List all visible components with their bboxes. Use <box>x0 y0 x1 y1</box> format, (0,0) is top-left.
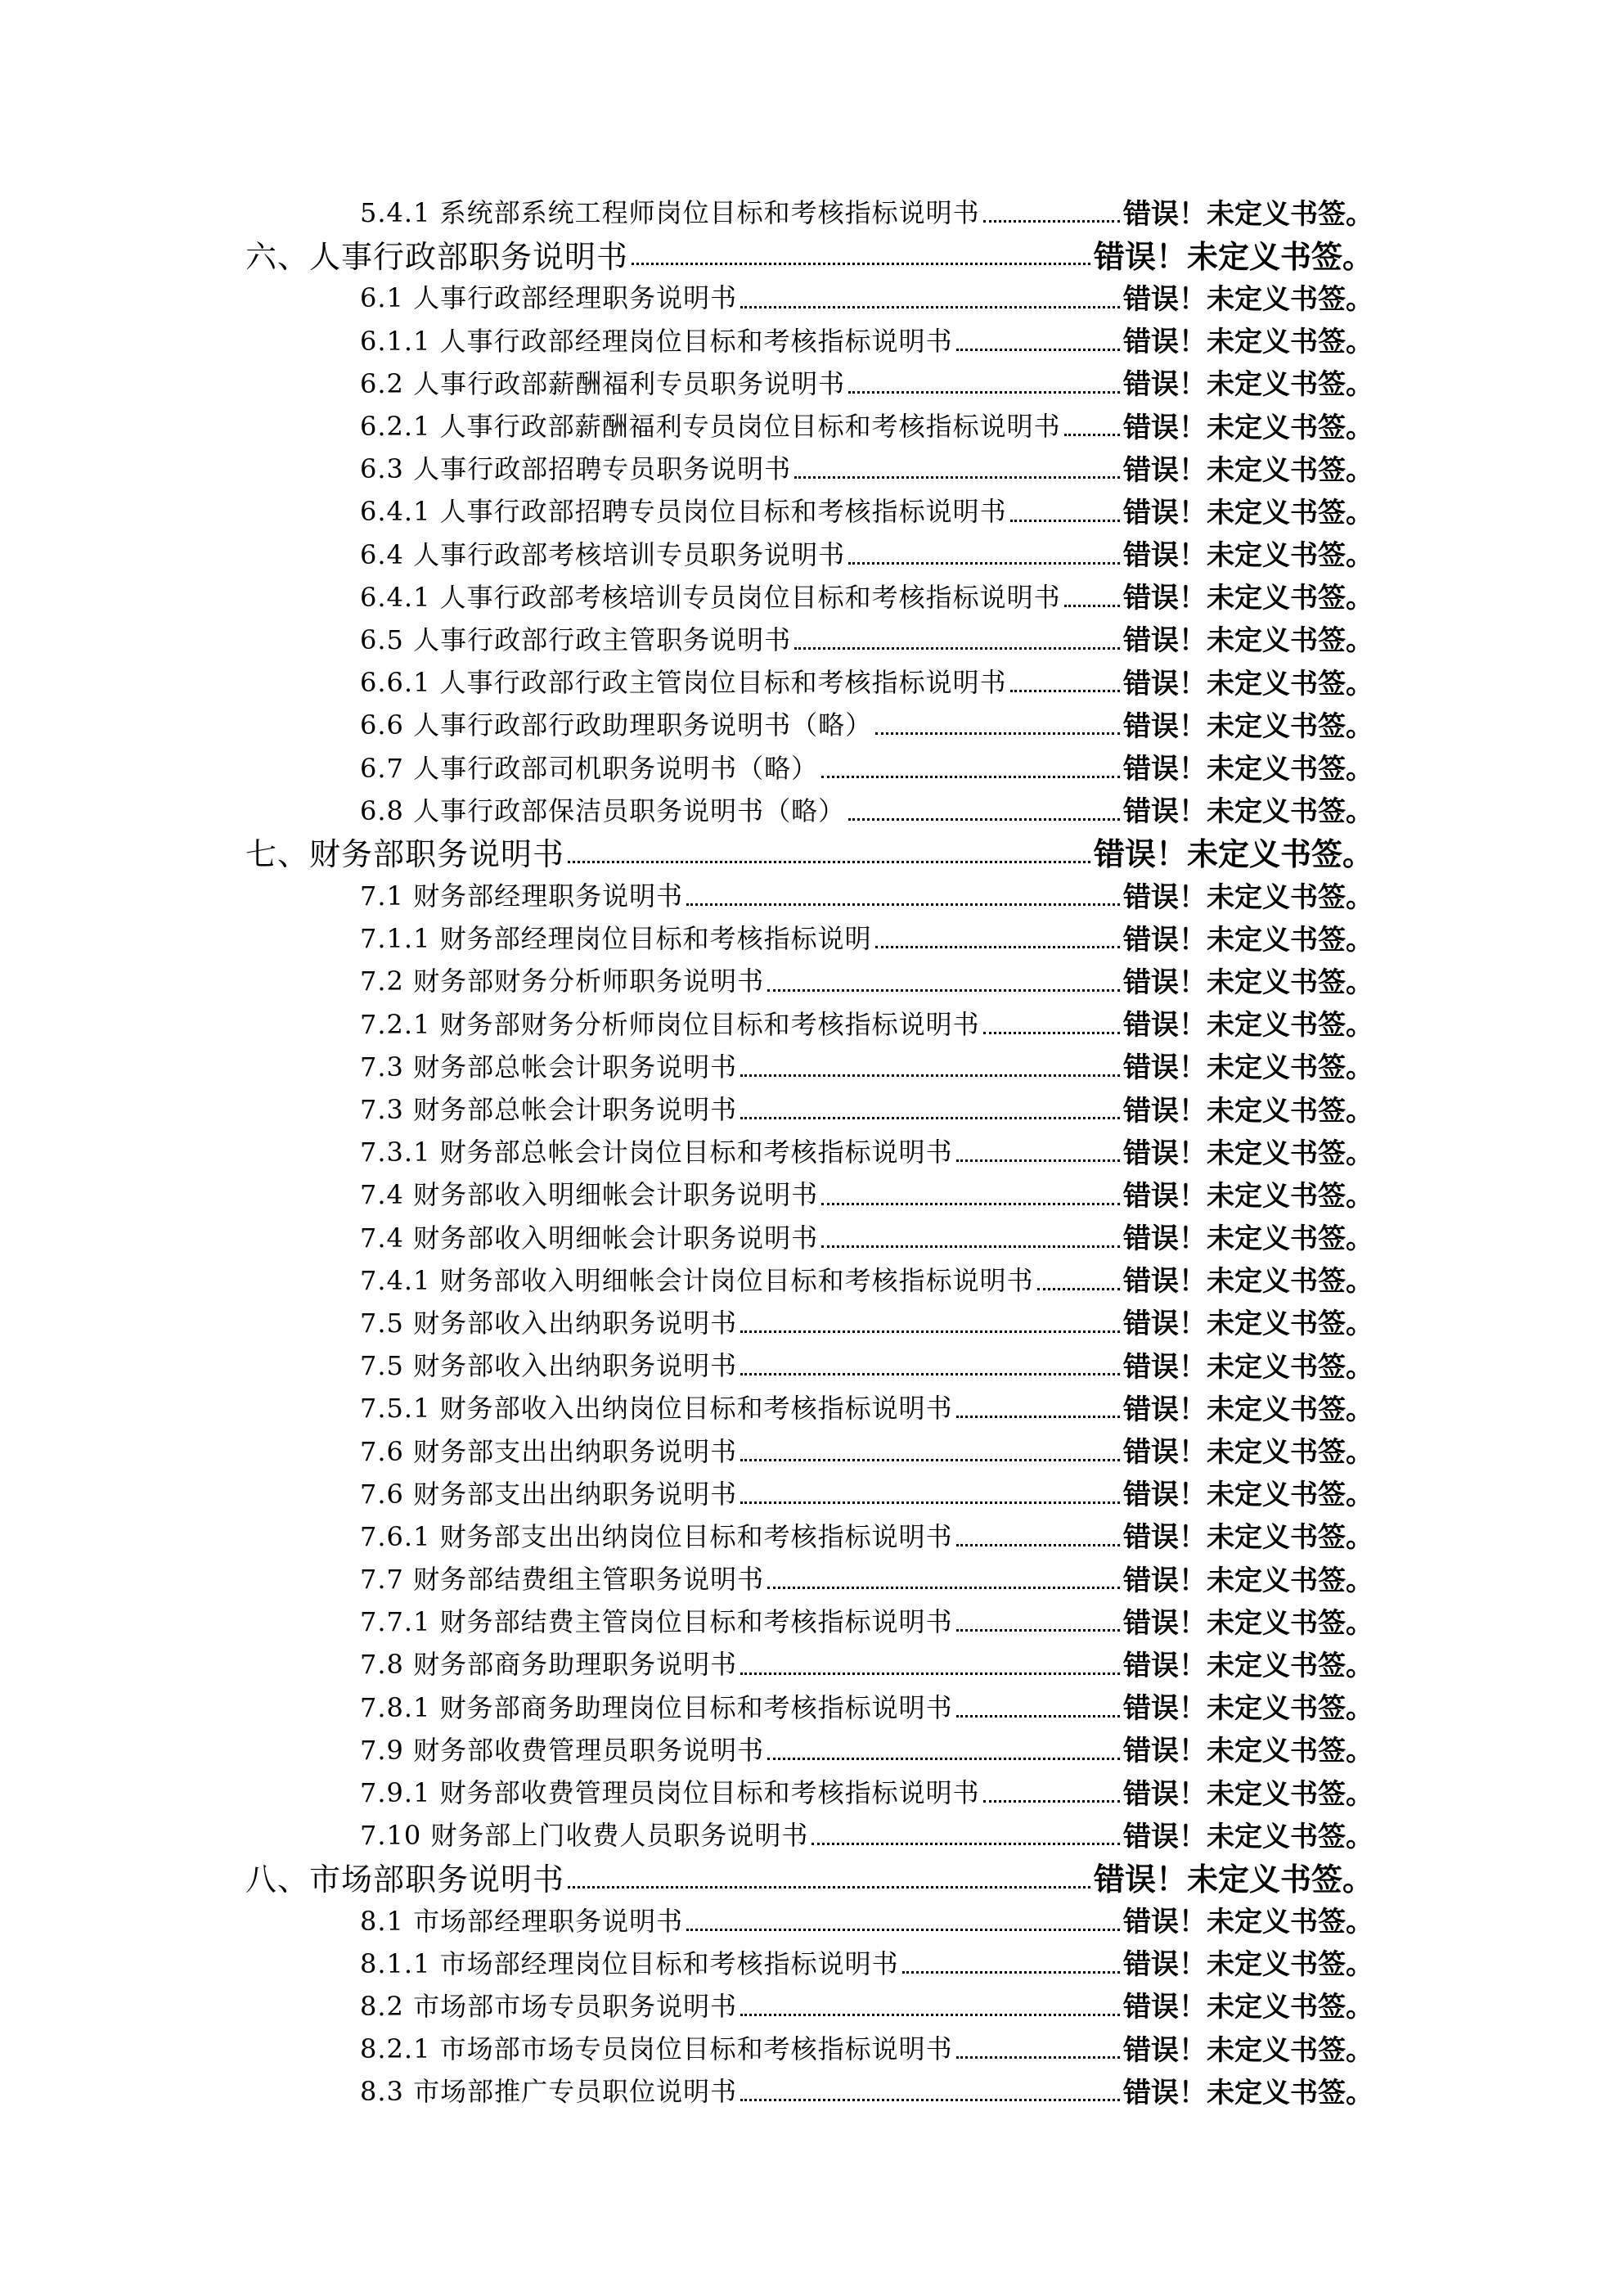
toc-entry-page-ref: 错误！未定义书签。 <box>1123 1692 1373 1726</box>
toc-entry-title: 7.8.1 财务部商务助理岗位目标和考核指标说明书 <box>360 1691 953 1723</box>
toc-entry-page-ref: 错误！未定义书签。 <box>1123 966 1373 999</box>
toc-entry-title: 8.2.1 市场部市场专员岗位目标和考核指标说明书 <box>360 2033 953 2065</box>
toc-dot-leader <box>686 1912 1120 1931</box>
toc-entry-title: 7.8 财务部商务助理职务说明书 <box>360 1649 738 1681</box>
toc-dot-leader <box>767 1570 1120 1589</box>
toc-entry-page-ref: 错误！未定义书签。 <box>1123 453 1373 487</box>
toc-entry-page-ref: 错误！未定义书签。 <box>1123 1051 1373 1085</box>
toc-chapter-entry[interactable] <box>0 1855 1623 1898</box>
toc-dot-leader <box>740 2082 1120 2101</box>
toc-entry-title: 六、人事行政部职务说明书 <box>245 238 629 275</box>
table-of-contents <box>0 190 1623 2111</box>
toc-section-entry[interactable] <box>0 617 1623 660</box>
toc-entry-title: 7.10 财务部上门收费人员职务说明书 <box>360 1820 809 1852</box>
toc-dot-leader <box>740 1058 1120 1077</box>
toc-dot-leader <box>632 246 1090 265</box>
toc-entry-page-ref: 错误！未定义书签。 <box>1123 1777 1373 1811</box>
toc-dot-leader <box>956 1613 1120 1632</box>
toc-dot-leader <box>568 1870 1090 1889</box>
toc-entry-title: 7.4.1 财务部收入明细帐会计岗位目标和考核指标说明书 <box>360 1264 1034 1296</box>
toc-section-entry[interactable] <box>0 1172 1623 1214</box>
toc-entry-page-ref: 错误！未定义书签。 <box>1123 709 1373 743</box>
toc-entry-page-ref: 错误！未定义书签。 <box>1123 582 1373 615</box>
toc-section-entry[interactable] <box>0 2069 1623 2111</box>
toc-entry-title: 8.1 市场部经理职务说明书 <box>360 1905 684 1937</box>
toc-entry-title: 6.1.1 人事行政部经理岗位目标和考核指标说明书 <box>360 325 953 357</box>
toc-dot-leader <box>1064 588 1120 607</box>
toc-dot-leader <box>821 1229 1120 1248</box>
toc-section-entry[interactable] <box>0 702 1623 745</box>
toc-entry-page-ref: 错误！未定义书签。 <box>1123 1350 1373 1384</box>
toc-section-entry[interactable] <box>0 1300 1623 1343</box>
toc-entry-page-ref: 错误！未定义书签。 <box>1123 282 1373 316</box>
toc-entry-title: 6.8 人事行政部保洁员职务说明书（略） <box>360 795 846 826</box>
toc-entry-page-ref: 错误！未定义书签。 <box>1123 368 1373 402</box>
toc-entry-title: 7.1 财务部经理职务说明书 <box>360 880 684 912</box>
toc-entry-page-ref: 错误！未定义书签。 <box>1123 1948 1373 1982</box>
toc-entry-page-ref: 错误！未定义书签。 <box>1123 1735 1373 1768</box>
toc-dot-leader <box>821 759 1120 778</box>
toc-entry-page-ref: 错误！未定义书签。 <box>1123 1179 1373 1213</box>
toc-dot-leader <box>956 332 1120 351</box>
toc-section-entry[interactable] <box>0 1129 1623 1172</box>
toc-dot-leader <box>956 1699 1120 1717</box>
toc-entry-title: 7.5.1 财务部收入出纳岗位目标和考核指标说明书 <box>360 1393 953 1425</box>
toc-dot-leader <box>740 290 1120 308</box>
toc-dot-leader <box>983 1784 1120 1803</box>
toc-dot-leader <box>767 973 1120 992</box>
toc-entry-title: 8.2 市场部市场专员职务说明书 <box>360 1990 738 2022</box>
toc-entry-page-ref: 错误！未定义书签。 <box>1123 1436 1373 1470</box>
toc-entry-page-ref: 错误！未定义书签。 <box>1123 2033 1373 2067</box>
toc-entry-page-ref: 错误！未定义书签。 <box>1123 667 1373 700</box>
toc-section-entry[interactable] <box>0 2026 1623 2069</box>
toc-entry-title: 7.5 财务部收入出纳职务说明书 <box>360 1350 738 1382</box>
toc-section-entry[interactable] <box>0 318 1623 361</box>
toc-entry-page-ref: 错误！未定义书签。 <box>1123 923 1373 957</box>
toc-entry-title: 八、市场部职务说明书 <box>245 1861 565 1898</box>
toc-entry-title: 7.9 财务部收费管理员职务说明书 <box>360 1734 765 1766</box>
toc-entry-title: 7.5 财务部收入出纳职务说明书 <box>360 1307 738 1339</box>
toc-section-entry[interactable] <box>0 275 1623 317</box>
toc-entry-page-ref: 错误！未定义书签。 <box>1123 1564 1373 1597</box>
toc-section-entry[interactable] <box>0 1727 1623 1770</box>
toc-entry-title: 7.7.1 财务部结费主管岗位目标和考核指标说明书 <box>360 1606 953 1638</box>
toc-dot-leader <box>956 2040 1120 2059</box>
toc-entry-title: 7.2 财务部财务分析师职务说明书 <box>360 966 765 997</box>
toc-entry-page-ref: 错误！未定义书签。 <box>1123 880 1373 914</box>
toc-section-entry[interactable] <box>0 916 1623 958</box>
toc-section-entry[interactable] <box>0 873 1623 916</box>
toc-section-entry[interactable] <box>0 788 1623 831</box>
toc-dot-leader <box>848 375 1120 394</box>
toc-entry-page-ref: 错误！未定义书签。 <box>1123 1649 1373 1682</box>
toc-dot-leader <box>983 1015 1120 1034</box>
toc-entry-title: 6.2.1 人事行政部薪酬福利专员岗位目标和考核指标说明书 <box>360 411 1061 443</box>
toc-entry-title: 7.2.1 财务部财务分析师岗位目标和考核指标说明书 <box>360 1008 980 1040</box>
toc-dot-leader <box>740 1997 1120 2016</box>
toc-entry-title: 7.6.1 财务部支出出纳岗位目标和考核指标说明书 <box>360 1520 953 1552</box>
toc-entry-page-ref: 错误！未定义书签。 <box>1123 1222 1373 1256</box>
toc-entry-page-ref: 错误！未定义书签。 <box>1123 624 1373 658</box>
toc-dot-leader <box>1010 673 1120 692</box>
toc-section-entry[interactable] <box>0 1556 1623 1599</box>
toc-section-entry[interactable] <box>0 1471 1623 1514</box>
toc-entry-title: 6.4.1 人事行政部考核培训专员岗位目标和考核指标说明书 <box>360 581 1061 613</box>
toc-dot-leader <box>740 1485 1120 1504</box>
toc-chapter-entry[interactable] <box>0 232 1623 275</box>
toc-dot-leader <box>902 1955 1120 1974</box>
toc-entry-title: 5.4.1 系统部系统工程师岗位目标和考核指标说明书 <box>360 197 980 229</box>
toc-section-entry[interactable] <box>0 1215 1623 1258</box>
toc-entry-title: 七、财务部职务说明书 <box>245 836 565 873</box>
toc-chapter-entry[interactable] <box>0 831 1623 873</box>
toc-section-entry[interactable] <box>0 488 1623 531</box>
toc-entry-page-ref: 错误！未定义书签。 <box>1123 1009 1373 1042</box>
toc-entry-page-ref: 错误！未定义书签。 <box>1123 1308 1373 1341</box>
toc-dot-leader <box>875 930 1120 948</box>
toc-entry-page-ref: 错误！未定义书签。 <box>1123 795 1373 829</box>
toc-entry-page-ref: 错误！未定义书签。 <box>1093 836 1373 873</box>
toc-dot-leader <box>1037 1272 1120 1290</box>
toc-section-entry[interactable] <box>0 403 1623 446</box>
toc-dot-leader <box>568 844 1090 863</box>
toc-entry-title: 6.3 人事行政部招聘专员职务说明书 <box>360 453 792 485</box>
toc-section-entry[interactable] <box>0 1428 1623 1470</box>
toc-entry-title: 6.4.1 人事行政部招聘专员岗位目标和考核指标说明书 <box>360 496 1007 528</box>
toc-entry-page-ref: 错误！未定义书签。 <box>1123 1137 1373 1170</box>
toc-entry-title: 6.7 人事行政部司机职务说明书（略） <box>360 752 819 784</box>
toc-entry-page-ref: 错误！未定义书签。 <box>1123 753 1373 786</box>
toc-section-entry[interactable] <box>0 1258 1623 1300</box>
toc-entry-page-ref: 错误！未定义书签。 <box>1123 496 1373 529</box>
toc-section-entry[interactable] <box>0 1002 1623 1044</box>
toc-section-entry[interactable] <box>0 660 1623 702</box>
toc-section-entry[interactable] <box>0 1044 1623 1087</box>
toc-entry-title: 8.1.1 市场部经理岗位目标和考核指标说明书 <box>360 1947 899 1979</box>
toc-entry-page-ref: 错误！未定义书签。 <box>1123 411 1373 444</box>
toc-entry-title: 7.6 财务部支出出纳职务说明书 <box>360 1478 738 1510</box>
toc-entry-title: 6.5 人事行政部行政主管职务说明书 <box>360 624 792 655</box>
toc-section-entry[interactable] <box>0 1685 1623 1727</box>
toc-dot-leader <box>740 1443 1120 1461</box>
toc-section-entry[interactable] <box>0 361 1623 403</box>
toc-entry-page-ref: 错误！未定义书签。 <box>1123 539 1373 573</box>
toc-section-entry[interactable] <box>0 190 1623 232</box>
toc-entry-page-ref: 错误！未定义书签。 <box>1123 1991 1373 2024</box>
toc-section-entry[interactable] <box>0 1941 1623 1983</box>
toc-entry-page-ref: 错误！未定义书签。 <box>1123 1094 1373 1128</box>
toc-dot-leader <box>1010 503 1120 522</box>
toc-entry-page-ref: 错误！未定义书签。 <box>1123 2076 1373 2109</box>
toc-section-entry[interactable] <box>0 1343 1623 1385</box>
toc-entry-title: 7.4 财务部收入明细帐会计职务说明书 <box>360 1222 819 1254</box>
toc-section-entry[interactable] <box>0 1812 1623 1855</box>
toc-section-entry[interactable] <box>0 1641 1623 1684</box>
toc-entry-page-ref: 错误！未定义书签。 <box>1123 1606 1373 1640</box>
toc-entry-title: 6.4 人事行政部考核培训专员职务说明书 <box>360 538 846 570</box>
toc-section-entry[interactable] <box>0 745 1623 787</box>
toc-entry-title: 7.4 财务部收入明细帐会计职务说明书 <box>360 1179 819 1211</box>
toc-dot-leader <box>821 1186 1120 1205</box>
toc-entry-title: 7.3 财务部总帐会计职务说明书 <box>360 1094 738 1126</box>
toc-entry-title: 7.7 财务部结费组主管职务说明书 <box>360 1564 765 1596</box>
toc-dot-leader <box>794 460 1120 479</box>
toc-entry-title: 6.6.1 人事行政部行政主管岗位目标和考核指标说明书 <box>360 667 1007 699</box>
toc-dot-leader <box>740 1357 1120 1375</box>
toc-section-entry[interactable] <box>0 1599 1623 1641</box>
toc-section-entry[interactable] <box>0 1087 1623 1129</box>
toc-dot-leader <box>983 204 1120 223</box>
toc-entry-title: 7.3.1 财务部总帐会计岗位目标和考核指标说明书 <box>360 1137 953 1168</box>
toc-entry-page-ref: 错误！未定义书签。 <box>1123 1265 1373 1299</box>
toc-entry-page-ref: 错误！未定义书签。 <box>1123 1820 1373 1853</box>
toc-dot-leader <box>956 1528 1120 1546</box>
toc-section-entry[interactable] <box>0 574 1623 617</box>
toc-entry-page-ref: 错误！未定义书签。 <box>1123 1521 1373 1555</box>
toc-entry-page-ref: 错误！未定义书签。 <box>1093 238 1373 275</box>
toc-entry-page-ref: 错误！未定义书签。 <box>1123 1906 1373 1939</box>
toc-entry-title: 6.6 人事行政部行政助理职务说明书（略） <box>360 709 873 741</box>
toc-section-entry[interactable] <box>0 1514 1623 1556</box>
toc-entry-page-ref: 错误！未定义书签。 <box>1123 326 1373 359</box>
toc-entry-page-ref: 错误！未定义书签。 <box>1093 1861 1373 1898</box>
toc-dot-leader <box>875 716 1120 735</box>
toc-dot-leader <box>767 1741 1120 1760</box>
toc-dot-leader <box>740 1314 1120 1333</box>
toc-section-entry[interactable] <box>0 1983 1623 2026</box>
toc-entry-title: 8.3 市场部推广专员职位说明书 <box>360 2076 738 2108</box>
toc-entry-title: 7.1.1 财务部经理岗位目标和考核指标说明 <box>360 923 872 955</box>
toc-dot-leader <box>740 1656 1120 1675</box>
toc-dot-leader <box>1064 417 1120 436</box>
toc-dot-leader <box>812 1826 1120 1845</box>
toc-section-entry[interactable] <box>0 446 1623 488</box>
toc-dot-leader <box>956 1399 1120 1418</box>
toc-entry-title: 7.9.1 财务部收费管理员岗位目标和考核指标说明书 <box>360 1777 980 1809</box>
toc-section-entry[interactable] <box>0 1385 1623 1428</box>
toc-entry-title: 7.3 财务部总帐会计职务说明书 <box>360 1051 738 1083</box>
toc-dot-leader <box>794 631 1120 650</box>
toc-dot-leader <box>848 802 1120 821</box>
toc-dot-leader <box>956 1143 1120 1162</box>
toc-section-entry[interactable] <box>0 532 1623 574</box>
toc-dot-leader <box>686 887 1120 906</box>
toc-entry-page-ref: 错误！未定义书签。 <box>1123 197 1373 231</box>
toc-dot-leader <box>740 1101 1120 1119</box>
toc-dot-leader <box>848 546 1120 565</box>
toc-entry-title: 6.1 人事行政部经理职务说明书 <box>360 282 738 314</box>
toc-entry-page-ref: 错误！未定义书签。 <box>1123 1393 1373 1426</box>
toc-section-entry[interactable] <box>0 958 1623 1001</box>
toc-entry-page-ref: 错误！未定义书签。 <box>1123 1479 1373 1512</box>
toc-section-entry[interactable] <box>0 1770 1623 1812</box>
toc-entry-title: 7.6 财务部支出出纳职务说明书 <box>360 1435 738 1467</box>
toc-section-entry[interactable] <box>0 1898 1623 1941</box>
toc-entry-title: 6.2 人事行政部薪酬福利专员职务说明书 <box>360 367 846 399</box>
